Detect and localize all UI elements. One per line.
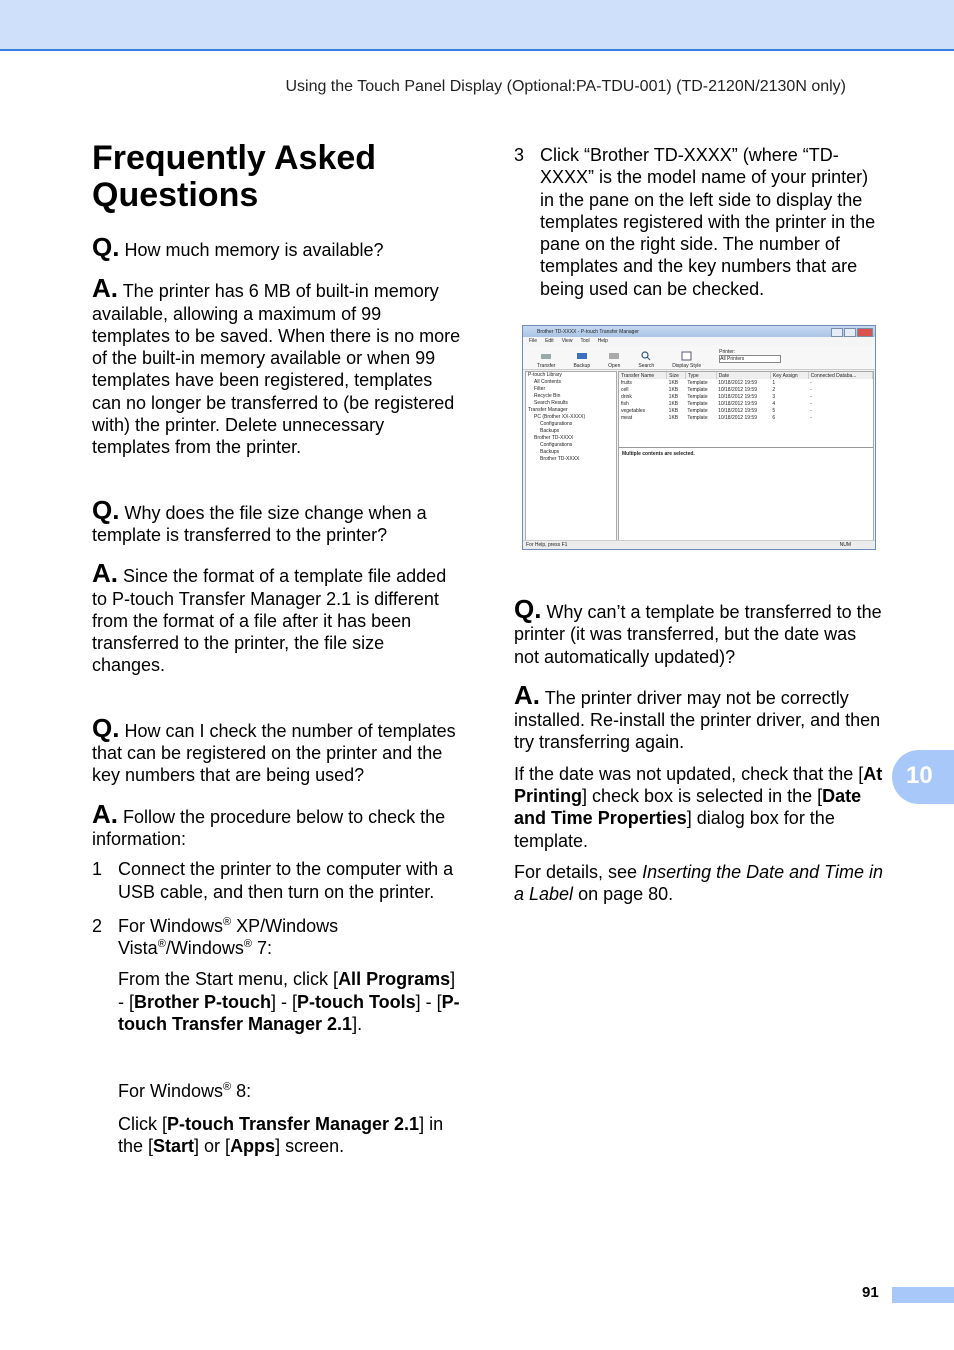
question-2: Q. Why does the file size change when a template is transferred to the printer? — [92, 494, 427, 545]
menu-edit[interactable]: Edit — [545, 338, 554, 344]
table-cell: 1KB — [668, 400, 679, 407]
table-row[interactable] — [619, 407, 873, 414]
table-cell: 10/18/2012 19:59 — [718, 414, 757, 421]
table-cell: 1KB — [668, 407, 679, 414]
menu-help[interactable]: Help — [597, 338, 608, 344]
step-2-instruction: From the Start menu, click [All Programs] - [Brother P-touch] - [P-touch Tools] - [P-touch Transfer Manager 2.1]. — [118, 969, 460, 1035]
table-cell: - — [810, 414, 812, 421]
open-button[interactable]: Open — [608, 351, 620, 369]
column-header[interactable]: Connected Databa... — [808, 372, 872, 379]
question-4: Q. Why can’t a template be transferred to the printer (it was transferred, but the date was not automatically updated)? — [514, 594, 882, 667]
tree-item[interactable]: Backups — [540, 449, 560, 455]
page-number-bar — [892, 1287, 954, 1303]
menu-file[interactable]: File — [529, 338, 538, 344]
step-3: 3 Click “Brother TD-XXXX” (where “TD-XXXX” is the model name of your printer) in the pane on the left side to display the templates registered with the printer in the pane on the right side. The number of templates and the key numbers that are being used can be checked. — [514, 145, 876, 299]
tree-item[interactable]: Configurations — [540, 421, 573, 427]
table-cell: meat — [621, 414, 633, 421]
tree-item[interactable]: PC (Brother XX-XXXX) — [534, 414, 586, 420]
search-button[interactable]: Search — [638, 351, 654, 369]
table-cell: 10/18/2012 19:59 — [718, 386, 757, 393]
table-cell: 4 — [772, 400, 776, 407]
answer-4: A. The printer driver may not be correctly installed. Re-install the printer driver, and then try transferring again. — [514, 679, 881, 753]
tree-item[interactable]: Search Results — [534, 400, 568, 406]
answer-3: A. Follow the procedure below to check the information: — [92, 798, 446, 849]
answer-4-reference: For details, see Inserting the Date and Time in a Label on page 80. — [514, 861, 884, 905]
library-tree-pane — [525, 371, 617, 541]
table-cell: drink — [621, 393, 632, 400]
table-cell: 6 — [772, 414, 776, 421]
answer-4-details: If the date was not updated, check that the [At Printing] check box is selected in the [Date and Time Properties] dialog box for the template. — [514, 763, 883, 851]
selection-note: Multiple contents are selected. — [622, 451, 695, 457]
column-header[interactable]: Key Assign — [770, 372, 808, 379]
printer-selector: Printer: All Printers — [719, 349, 781, 369]
table-cell: fruits — [621, 379, 632, 386]
menu-view[interactable]: View — [561, 338, 573, 344]
status-bar: For Help, press F1 NUM — [523, 540, 875, 549]
toolbar — [523, 345, 875, 370]
backup-button[interactable]: Backup — [573, 351, 590, 369]
table-cell: Template — [687, 400, 708, 407]
search-icon — [640, 351, 652, 361]
tree-item[interactable]: Recycle Bin — [534, 393, 561, 399]
tree-item[interactable]: Brother TD-XXXX — [534, 435, 574, 441]
tree-item[interactable]: All Contents — [534, 379, 561, 385]
table-cell: 5 — [772, 407, 776, 414]
transfer-button[interactable]: Transfer — [537, 351, 555, 369]
table-cell: cell — [621, 386, 629, 393]
table-row[interactable] — [619, 414, 873, 421]
close-icon[interactable] — [857, 328, 873, 337]
open-icon — [608, 351, 620, 361]
answer-1: A. The printer has 6 MB of built-in memory available, allowing a maximum of 99 templates to be saved. When there is no more of the built-in memory available or when 99 templates have been registered, templates can no longer be transferred to (be registered with) the printer. Delete unnecessary templates from the printer. — [92, 273, 461, 458]
step-2: 2 For Windows® XP/Windows Vista®/Windows® 7: — [92, 915, 339, 959]
table-cell: - — [810, 407, 812, 414]
top-band — [0, 0, 954, 51]
display-style-button[interactable]: Display Style — [672, 351, 701, 369]
table-cell: 10/18/2012 19:59 — [718, 407, 757, 414]
menu-bar — [523, 337, 875, 345]
table-cell: 1KB — [668, 414, 679, 421]
question-1: Q. How much memory is available? — [92, 232, 384, 262]
window-titlebar: Brother TD-XXXX - P-touch Transfer Manager — [523, 326, 875, 337]
column-header[interactable]: Type — [685, 372, 716, 379]
tree-item[interactable]: Transfer Manager — [528, 407, 568, 413]
table-cell: vegetables — [621, 407, 646, 414]
table-cell: Template — [687, 379, 708, 386]
table-cell: - — [810, 386, 812, 393]
table-cell: Template — [687, 393, 708, 400]
table-cell: 1KB — [668, 386, 679, 393]
transfer-icon — [540, 351, 552, 361]
column-header[interactable]: Date — [716, 372, 770, 379]
backup-icon — [576, 351, 588, 361]
table-cell: 1 — [772, 379, 776, 386]
answer-2: A. Since the format of a template file added to P-touch Transfer Manager 2.1 is different from the format of a file after it has been transferred to the printer, the file size changes. — [92, 558, 447, 676]
tree-item[interactable]: Brother TD-XXXX — [540, 456, 580, 462]
table-cell: 1KB — [668, 393, 679, 400]
tree-item[interactable]: Configurations — [540, 442, 573, 448]
template-list-pane — [618, 371, 874, 541]
table-cell: Template — [687, 386, 708, 393]
display-style-icon — [681, 351, 693, 361]
tree-item[interactable]: Filter — [534, 386, 546, 392]
tree-item[interactable]: P-touch Library — [528, 372, 562, 378]
table-cell: 3 — [772, 393, 776, 400]
page-number: 91 — [862, 1284, 879, 1301]
table-cell: - — [810, 379, 812, 386]
table-row[interactable] — [619, 379, 873, 386]
template-table — [619, 372, 873, 421]
left-column — [92, 140, 462, 1157]
pane-divider[interactable] — [619, 447, 873, 448]
table-cell: fish — [621, 400, 629, 407]
table-row[interactable] — [619, 386, 873, 393]
table-cell: - — [810, 393, 812, 400]
table-cell: 10/18/2012 19:59 — [718, 379, 757, 386]
column-header[interactable]: Size — [667, 372, 686, 379]
windows8-instruction: Click [P-touch Transfer Manager 2.1] in the [Start] or [Apps] screen. — [118, 1113, 444, 1156]
table-cell: 10/18/2012 19:59 — [718, 400, 757, 407]
table-cell: 10/18/2012 19:59 — [718, 393, 757, 400]
transfer-manager-screenshot — [522, 325, 876, 550]
maximize-icon[interactable] — [844, 328, 856, 337]
page-title: Frequently Asked Questions — [92, 139, 377, 214]
step-1: 1 Connect the printer to the computer with a USB cable, and then turn on the printer. — [92, 859, 454, 902]
table-cell: Template — [687, 414, 708, 421]
menu-tool[interactable]: Tool — [580, 338, 590, 344]
table-cell: - — [810, 400, 812, 407]
table-row[interactable] — [619, 400, 873, 407]
question-3: Q. How can I check the number of templates that can be registered on the printer and the key numbers that are being used? — [92, 712, 456, 786]
chapter-tab: 10 — [892, 750, 954, 804]
running-header: Using the Touch Panel Display (Optional:PA-TDU-001) (TD-2120N/2130N only) — [285, 78, 846, 95]
table-cell: Template — [687, 407, 708, 414]
printer-dropdown[interactable]: All Printers — [719, 355, 781, 363]
windows8-heading: For Windows® 8: — [118, 1081, 252, 1102]
minimize-icon[interactable] — [831, 328, 843, 337]
table-cell: 2 — [772, 386, 776, 393]
column-header[interactable]: Transfer Name — [619, 372, 667, 379]
tree-item[interactable]: Backups — [540, 428, 560, 434]
right-column-lower — [514, 594, 884, 906]
table-cell: 1KB — [668, 379, 679, 386]
right-column — [514, 144, 884, 300]
table-row[interactable] — [619, 393, 873, 400]
